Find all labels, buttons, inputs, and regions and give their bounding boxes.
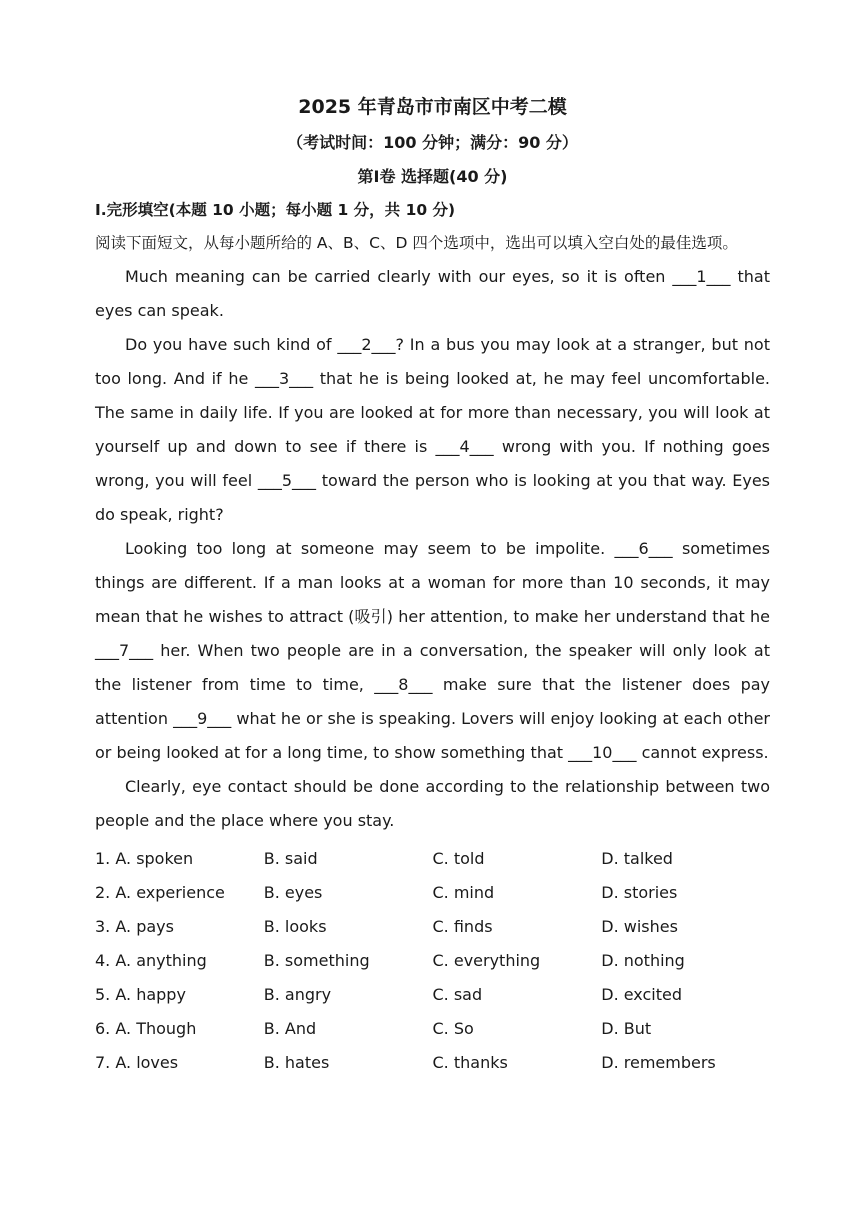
passage-paragraph: Do you have such kind of ___2___? In a bus you may look at a stranger, but not too long. And if he ___3___ that he is being looked at, he may feel uncomfortable. The same in daily life. If you are looked at for more than necessary, you will look at yourself up and down to see if there is ___4___ wrong with you. If nothing goes wrong, you will feel ___5___ toward the person who is looking at you that way. Eyes do speak, right? [95,335,770,524]
option-a: 6. A. Though [95,1019,197,1038]
option-d: D. remembers [601,1053,716,1072]
option-a: 5. A. happy [95,985,186,1004]
option-c: C. finds [432,917,493,936]
passage-paragraph: Looking too long at someone may seem to be impolite. ___6___ sometimes things are different. If a man looks at a woman for more than 10 seconds, it may mean that he wishes to attract (吸引) her attention, to make her understand that he ___7___ her. When two people are in a conversation, the speaker will only look at the listener from time to time, ___8___ make sure that the listener does pay attention ___9___ what he or she is speaking. Lovers will enjoy looking at each other or being looked at for a long time, to show something that ___10___ cannot express. [95,539,770,762]
option-b: B. eyes [263,883,323,902]
passage-paragraph: Much meaning can be carried clearly with our eyes, so it is often ___1___ that eyes can speak. [95,267,770,320]
exam-title: 2025 年青岛市市南区中考二模 [298,96,567,118]
option-a: 3. A. pays [95,917,174,936]
part-heading: 第Ⅰ卷 选择题(40 分) [357,167,508,186]
option-d: D. excited [601,985,683,1004]
cloze-passage [95,260,770,838]
option-c: C. told [432,849,485,868]
option-d: D. talked [601,849,673,868]
option-c: C. sad [432,985,483,1004]
question-options [95,842,770,1080]
option-c: C. everything [432,951,541,970]
exam-subtitle: （考试时间：100 分钟；满分：90 分） [287,133,578,152]
option-a: 2. A. experience [95,883,225,902]
option-b: B. something [263,951,370,970]
option-c: C. So [432,1019,474,1038]
option-c: C. thanks [432,1053,508,1072]
option-b: B. hates [263,1053,330,1072]
option-c: C. mind [432,883,495,902]
option-b: B. And [263,1019,317,1038]
option-b: B. looks [263,917,327,936]
exam-content [95,198,770,1080]
option-d: D. But [601,1019,652,1038]
question-row [95,910,770,944]
section-title: Ⅰ.完形填空(本题 10 小题；每小题 1 分，共 10 分) [95,201,456,219]
option-d: D. nothing [601,951,685,970]
option-a: 7. A. loves [95,1053,179,1072]
question-row [95,978,770,1012]
question-row [95,876,770,910]
option-b: B. angry [263,985,332,1004]
question-row [95,842,770,876]
option-d: D. stories [601,883,678,902]
question-row [95,944,770,978]
passage-paragraph: Clearly, eye contact should be done according to the relationship between two people and the place where you stay. [95,777,770,830]
option-d: D. wishes [601,917,678,936]
question-row [95,1046,770,1080]
option-a: 4. A. anything [95,951,207,970]
question-row [95,1012,770,1046]
option-a: 1. A. spoken [95,849,194,868]
section-instruction: 阅读下面短文，从每小题所给的 A、B、C、D 四个选项中，选出可以填入空白处的最佳选项。 [95,234,738,252]
option-b: B. said [263,849,318,868]
